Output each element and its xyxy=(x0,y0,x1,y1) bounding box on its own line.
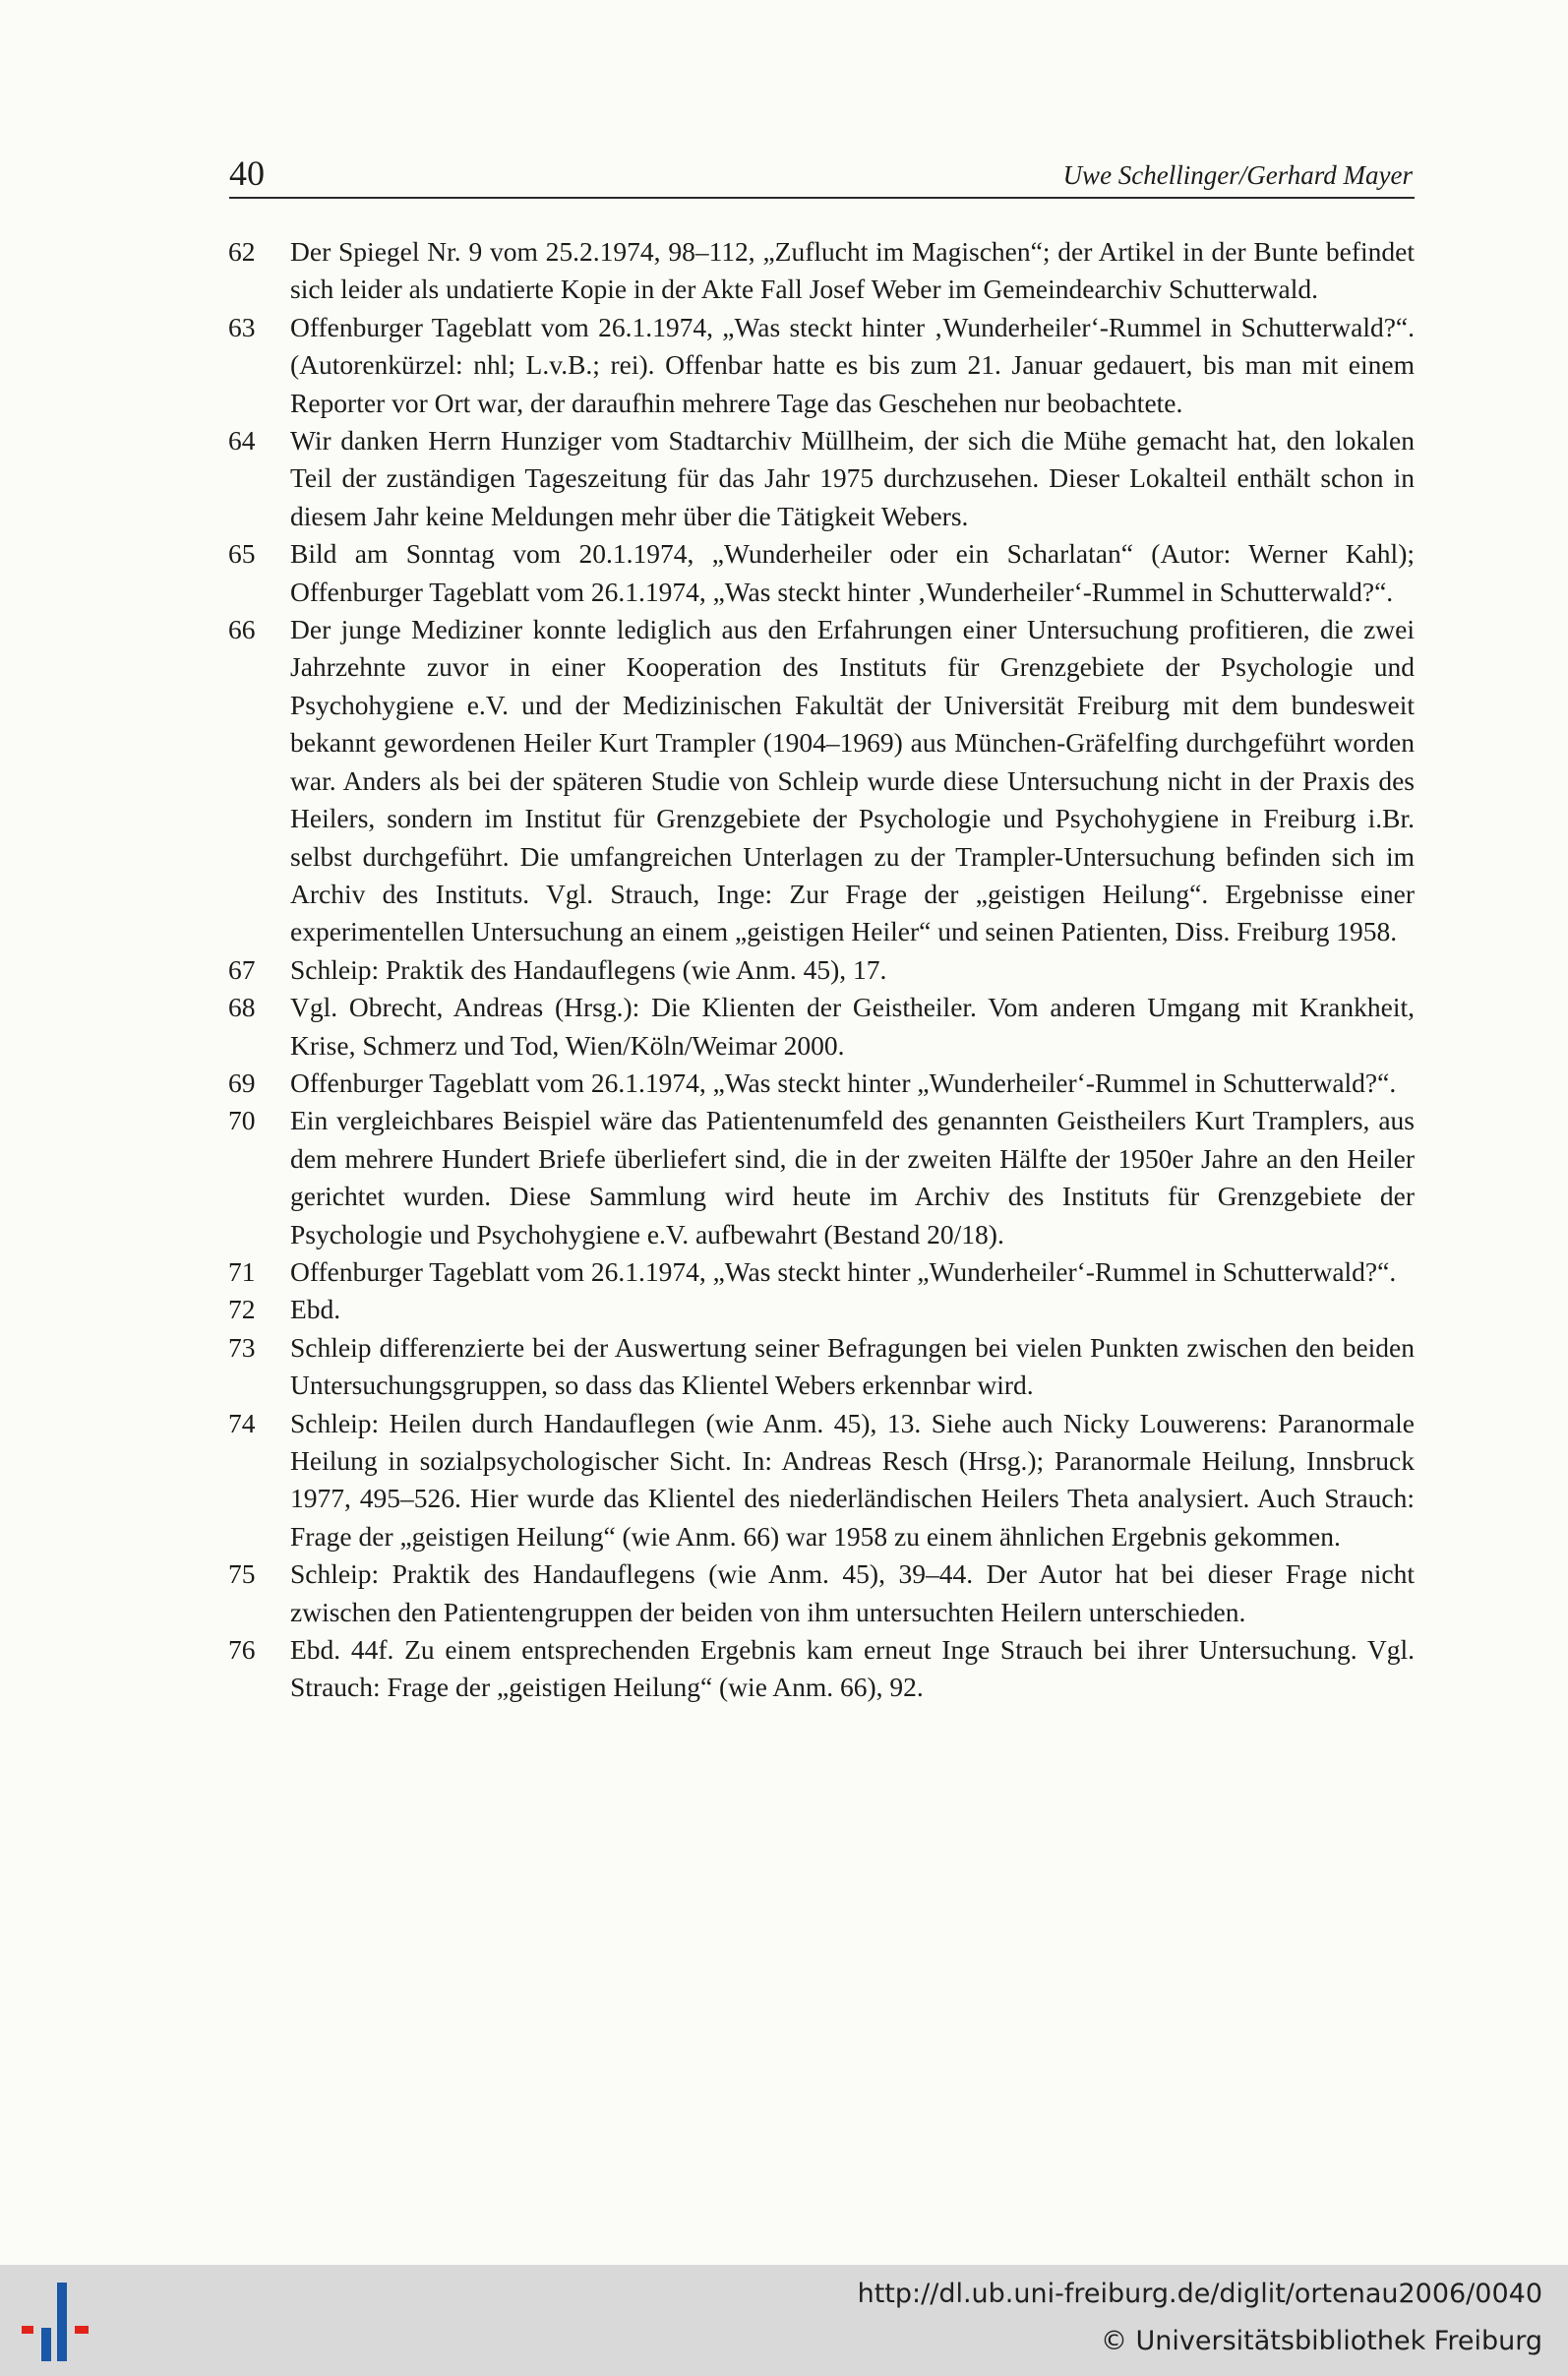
footnote-text: Bild am Sonntag vom 20.1.1974, „Wunderheiler oder ein Scharlatan“ (Autor: Werner Kahl); Offenburger Tageblatt vom 26.1.1974, „Was steckt hinter ‚Wunderheiler‘-Rummel in Schutterwald?“. xyxy=(290,538,1415,607)
footnote-number: 76 xyxy=(228,1634,256,1666)
footnote-number: 72 xyxy=(228,1294,256,1325)
footnote-number: 71 xyxy=(228,1255,256,1287)
footnote xyxy=(228,951,1415,989)
footnote-number: 65 xyxy=(228,538,256,570)
source-url[interactable]: http://dl.ub.uni-freiburg.de/diglit/ortenau2006/0040 xyxy=(857,2279,1542,2309)
page-header xyxy=(229,148,1415,199)
footnote-text: Schleip: Praktik des Handauflegens (wie Anm. 45), 17. xyxy=(290,953,887,985)
footnote xyxy=(228,1405,1415,1556)
footnote-text: Offenburger Tageblatt vom 26.1.1974, „Was steckt hinter „Wunderheiler‘-Rummel in Schutterwald?“. xyxy=(290,1066,1397,1098)
footnote-number: 73 xyxy=(228,1331,256,1363)
footnote-number: 68 xyxy=(228,992,256,1023)
footnote-number: 75 xyxy=(228,1558,256,1590)
footnote xyxy=(228,535,1415,611)
footnote-text: Schleip differenzierte bei der Auswertung seiner Befragungen bei vielen Punkten zwischen den beiden Untersuchungsgruppen, so dass das Klientel Webers erkennbar wird. xyxy=(290,1331,1415,1401)
footnote-number: 67 xyxy=(228,953,256,985)
footnote xyxy=(228,1102,1415,1253)
footnote xyxy=(228,1291,1415,1328)
footnote-number: 74 xyxy=(228,1407,256,1438)
footnote-text: Ein vergleichbares Beispiel wäre das Patientenumfeld des genannten Geistheilers Kurt Tramplers, aus dem mehrere Hundert Briefe überliefert sind, die in der zweiten Hälfte der 1950er Jahre an den Heiler gerichtet wurden. Diese Sammlung wird heute im Archiv des Instituts für Grenzgebiete der Psychologie und Psychohygiene e.V. aufbewahrt (Bestand 20/18). xyxy=(290,1105,1415,1249)
footnote-text: Offenburger Tageblatt vom 26.1.1974, „Was steckt hinter „Wunderheiler‘-Rummel in Schutterwald?“. xyxy=(290,1255,1397,1287)
footnote-number: 69 xyxy=(228,1066,256,1098)
footnote-text: Schleip: Heilen durch Handauflegen (wie Anm. 45), 13. Siehe auch Nicky Louwerens: Paranormale Heilung in sozialpsychologischer Sicht. In: Andreas Resch (Hrsg.); Paranormale Heilung, Innsbruck 1977, 495–526. Hier wurde das Klientel des niederländischen Heilers Theta analysiert. Auch Strauch: Frage der „geistigen Heilung“ (wie Anm. 66) war 1958 zu einem ähnlichen Ergebnis gekommen. xyxy=(290,1407,1415,1552)
footnote-text: Vgl. Obrecht, Andreas (Hrsg.): Die Klienten der Geistheiler. Vom anderen Umgang mit Krankheit, Krise, Schmerz und Tod, Wien/Köln/Weimar 2000. xyxy=(290,992,1415,1061)
footnote-text: Ebd. xyxy=(290,1294,341,1325)
copyright-notice: © Universitätsbibliothek Freiburg xyxy=(1100,2326,1542,2356)
footnote-number: 62 xyxy=(228,236,256,267)
running-head: Uwe Schellinger/Gerhard Mayer xyxy=(1062,160,1413,190)
footnote-text: Wir danken Herrn Hunziger vom Stadtarchiv Müllheim, der sich die Mühe gemacht hat, den lokalen Teil der zuständigen Tageszeitung für das Jahr 1975 durchzusehen. Dieser Lokalteil enthält schon in diesem Jahr keine Meldungen mehr über die Tätigkeit Webers. xyxy=(290,425,1415,531)
footnote-text: Schleip: Praktik des Handauflegens (wie Anm. 45), 39–44. Der Autor hat bei dieser Frage nicht zwischen den Patientengruppen der beiden von ihm untersuchten Heilern unterschieden. xyxy=(290,1558,1415,1627)
footnote-text: Der Spiegel Nr. 9 vom 25.2.1974, 98–112, „Zuflucht im Magischen“; der Artikel in der Bunte befindet sich leider als undatierte Kopie in der Akte Fall Josef Weber im Gemeindearchiv Schutterwald. xyxy=(290,236,1415,305)
footnote-number: 66 xyxy=(228,614,256,645)
ub-freiburg-logo-icon xyxy=(20,2277,98,2365)
footnote-number: 63 xyxy=(228,311,256,342)
footnote xyxy=(228,309,1415,422)
logo-red-mark-left xyxy=(22,2326,33,2334)
footnote-text: Der junge Mediziner konnte lediglich aus den Erfahrungen einer Untersuchung profitieren, die zwei Jahrzehnte zuvor in einer Kooperation des Instituts für Grenzgebiete der Psychologie und Psychohygiene e.V. und der Medizinischen Fakultät der Universität Freiburg mit dem bundesweit bekannt gewordenen Heiler Kurt Trampler (1904–1969) aus München-Gräfelfing durchgeführt worden war. Anders als bei der späteren Studie von Schleip wurde diese Untersuchung nicht in der Praxis des Heilers, sondern im Institut für Grenzgebiete der Psychologie und Psychohygiene in Freiburg i.Br. selbst durchgeführt. Die umfangreichen Unterlagen zu der Trampler-Untersuchung befinden sich im Archiv des Instituts. Vgl. Strauch, Inge: Zur Frage der „geistigen Heilung“. Ergebnisse einer experimentellen Untersuchung an einem „geistigen Heiler“ und seinen Patienten, Diss. Freiburg 1958. xyxy=(290,614,1415,947)
footnote xyxy=(228,611,1415,951)
footnote xyxy=(228,1555,1415,1631)
logo-blue-bar-left xyxy=(41,2328,51,2361)
footnote-text: Ebd. 44f. Zu einem entsprechenden Ergebnis kam erneut Inge Strauch bei ihrer Untersuchung. Vgl. Strauch: Frage der „geistigen Heilung“ (wie Anm. 66), 92. xyxy=(290,1634,1415,1703)
logo-blue-bar-center xyxy=(57,2283,67,2361)
footnote-number: 70 xyxy=(228,1105,256,1136)
logo-red-mark-right xyxy=(75,2326,89,2334)
footnote-number: 64 xyxy=(228,425,256,457)
footnote xyxy=(228,1253,1415,1291)
footnote xyxy=(228,1329,1415,1405)
page-number: 40 xyxy=(229,153,265,193)
footnote xyxy=(228,1065,1415,1102)
footnote xyxy=(228,233,1415,309)
footnote xyxy=(228,989,1415,1065)
footnote xyxy=(228,422,1415,535)
footnote-text: Offenburger Tageblatt vom 26.1.1974, „Was steckt hinter ‚Wunderheiler‘-Rummel in Schutterwald?“. (Autorenkürzel: nhl; L.v.B.; rei). Offenbar hatte es bis zum 21. Januar gedauert, bis man mit einem Reporter vor Ort war, der daraufhin mehrere Tage das Geschehen nur beobachtete. xyxy=(290,311,1415,418)
footnote xyxy=(228,1631,1415,1707)
footnotes-list xyxy=(228,233,1415,1707)
